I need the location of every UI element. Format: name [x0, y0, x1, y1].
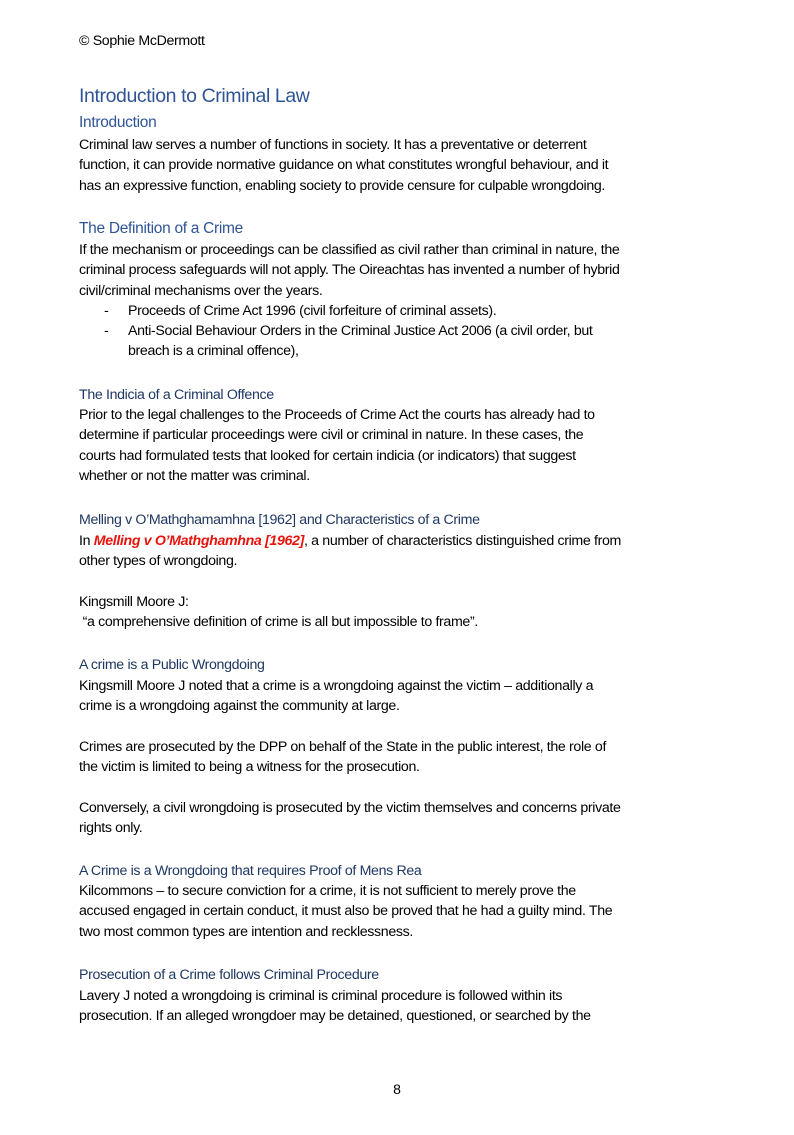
text-line: whether or not the matter was criminal. — [79, 467, 310, 484]
blank-line — [79, 572, 621, 592]
paragraph-introduction — [79, 135, 608, 196]
paragraph-indicia — [79, 405, 595, 486]
heading-introduction: Introduction — [79, 114, 157, 131]
paragraph-mens-rea — [79, 881, 612, 942]
text-line: Lavery J noted a wrongdoing is criminal is criminal procedure is followed within its — [79, 988, 563, 1004]
text-line: Criminal law serves a number of functions in society. It has a preventative or deterrent — [79, 137, 587, 153]
text-line: Kingsmill Moore J noted that a crime is a wrongdoing against the victim – additionally a — [79, 678, 594, 694]
text-line: Crimes are prosecuted by the DPP on behalf of the State in the public interest, the role of — [79, 738, 607, 755]
paragraph-definition — [79, 240, 620, 362]
text-line: determine if particular proceedings were civil or criminal in nature. In these cases, the — [79, 427, 584, 444]
heading-melling: Melling v O’Mathghamamhna [1962] and Characteristics of a Crime — [79, 512, 480, 528]
text-segment: , a number of characteristics distinguished crime from — [303, 533, 621, 549]
document-title: Introduction to Criminal Law — [79, 85, 310, 107]
text-line: Conversely, a civil wrongdoing is prosecuted by the victim themselves and concerns private — [79, 799, 621, 816]
text-line: the victim is limited to being a witness for the prosecution. — [79, 759, 420, 776]
text-line: function, it can provide normative guidance on what constitutes wrongful behaviour, and it — [79, 157, 609, 174]
text-line: rights only. — [79, 820, 143, 837]
text-line: civil/criminal mechanisms over the years. — [79, 282, 323, 299]
paragraph-procedure — [79, 986, 591, 1027]
text-line: accused engaged in certain conduct, it must also be proved that he had a guilty mind. The — [79, 903, 613, 920]
heading-indicia: The Indicia of a Criminal Offence — [79, 387, 274, 403]
heading-public-wrongdoing: A crime is a Public Wrongdoing — [79, 657, 265, 673]
text-line: criminal process safeguards will not apply. The Oireachtas has invented a number of hybrid — [79, 262, 620, 279]
bullet-item — [79, 321, 620, 341]
text-line: courts had formulated tests that looked for certain indicia (or indicators) that suggest — [79, 447, 576, 464]
heading-mens-rea: A Crime is a Wrongdoing that requires Proof of Mens Rea — [79, 863, 422, 879]
page-number: 8 — [393, 1081, 401, 1097]
text-line: Kilcommons – to secure conviction for a crime, it is not sufficient to merely prove the — [79, 883, 576, 899]
case-citation: Melling v O’Mathghamhna [1962] — [93, 533, 304, 549]
blank-line — [79, 777, 621, 797]
text-line: prosecution. If an alleged wrongdoer may be detained, questioned, or searched by the — [79, 1008, 591, 1025]
blank-line — [79, 717, 621, 737]
bullet-dash: - — [104, 323, 109, 340]
bullet-item-continuation: breach is a criminal offence), — [128, 343, 299, 360]
page-header-copyright: © Sophie McDermott — [79, 33, 205, 49]
text-line: two most common types are intention and recklessness. — [79, 923, 413, 940]
text-line: Prior to the legal challenges to the Proceeds of Crime Act the courts has already had to — [79, 407, 595, 423]
heading-criminal-procedure: Prosecution of a Crime follows Criminal Procedure — [79, 967, 379, 983]
text-line: has an expressive function, enabling society to provide censure for culpable wrongdoing. — [79, 177, 606, 194]
bullet-item — [79, 301, 620, 321]
text-line: crime is a wrongdoing against the community at large. — [79, 698, 400, 715]
judicial-quote: “a comprehensive definition of crime is all but impossible to frame”. — [79, 614, 478, 631]
heading-definition-of-crime: The Definition of a Crime — [79, 220, 243, 237]
text-line: If the mechanism or proceedings can be classified as civil rather than criminal in nature, the — [79, 242, 620, 258]
bullet-dash: - — [104, 302, 109, 319]
text-segment: In — [79, 533, 94, 549]
bullet-text: Proceeds of Crime Act 1996 (civil forfeiture of criminal assets). — [128, 302, 497, 319]
judge-attribution: Kingsmill Moore J: — [79, 593, 189, 610]
text-line: other types of wrongdoing. — [79, 553, 238, 570]
bullet-text: Anti-Social Behaviour Orders in the Criminal Justice Act 2006 (a civil order, but — [128, 323, 593, 340]
text-line — [79, 531, 621, 551]
paragraph-public — [79, 676, 621, 838]
paragraph-melling — [79, 531, 621, 632]
